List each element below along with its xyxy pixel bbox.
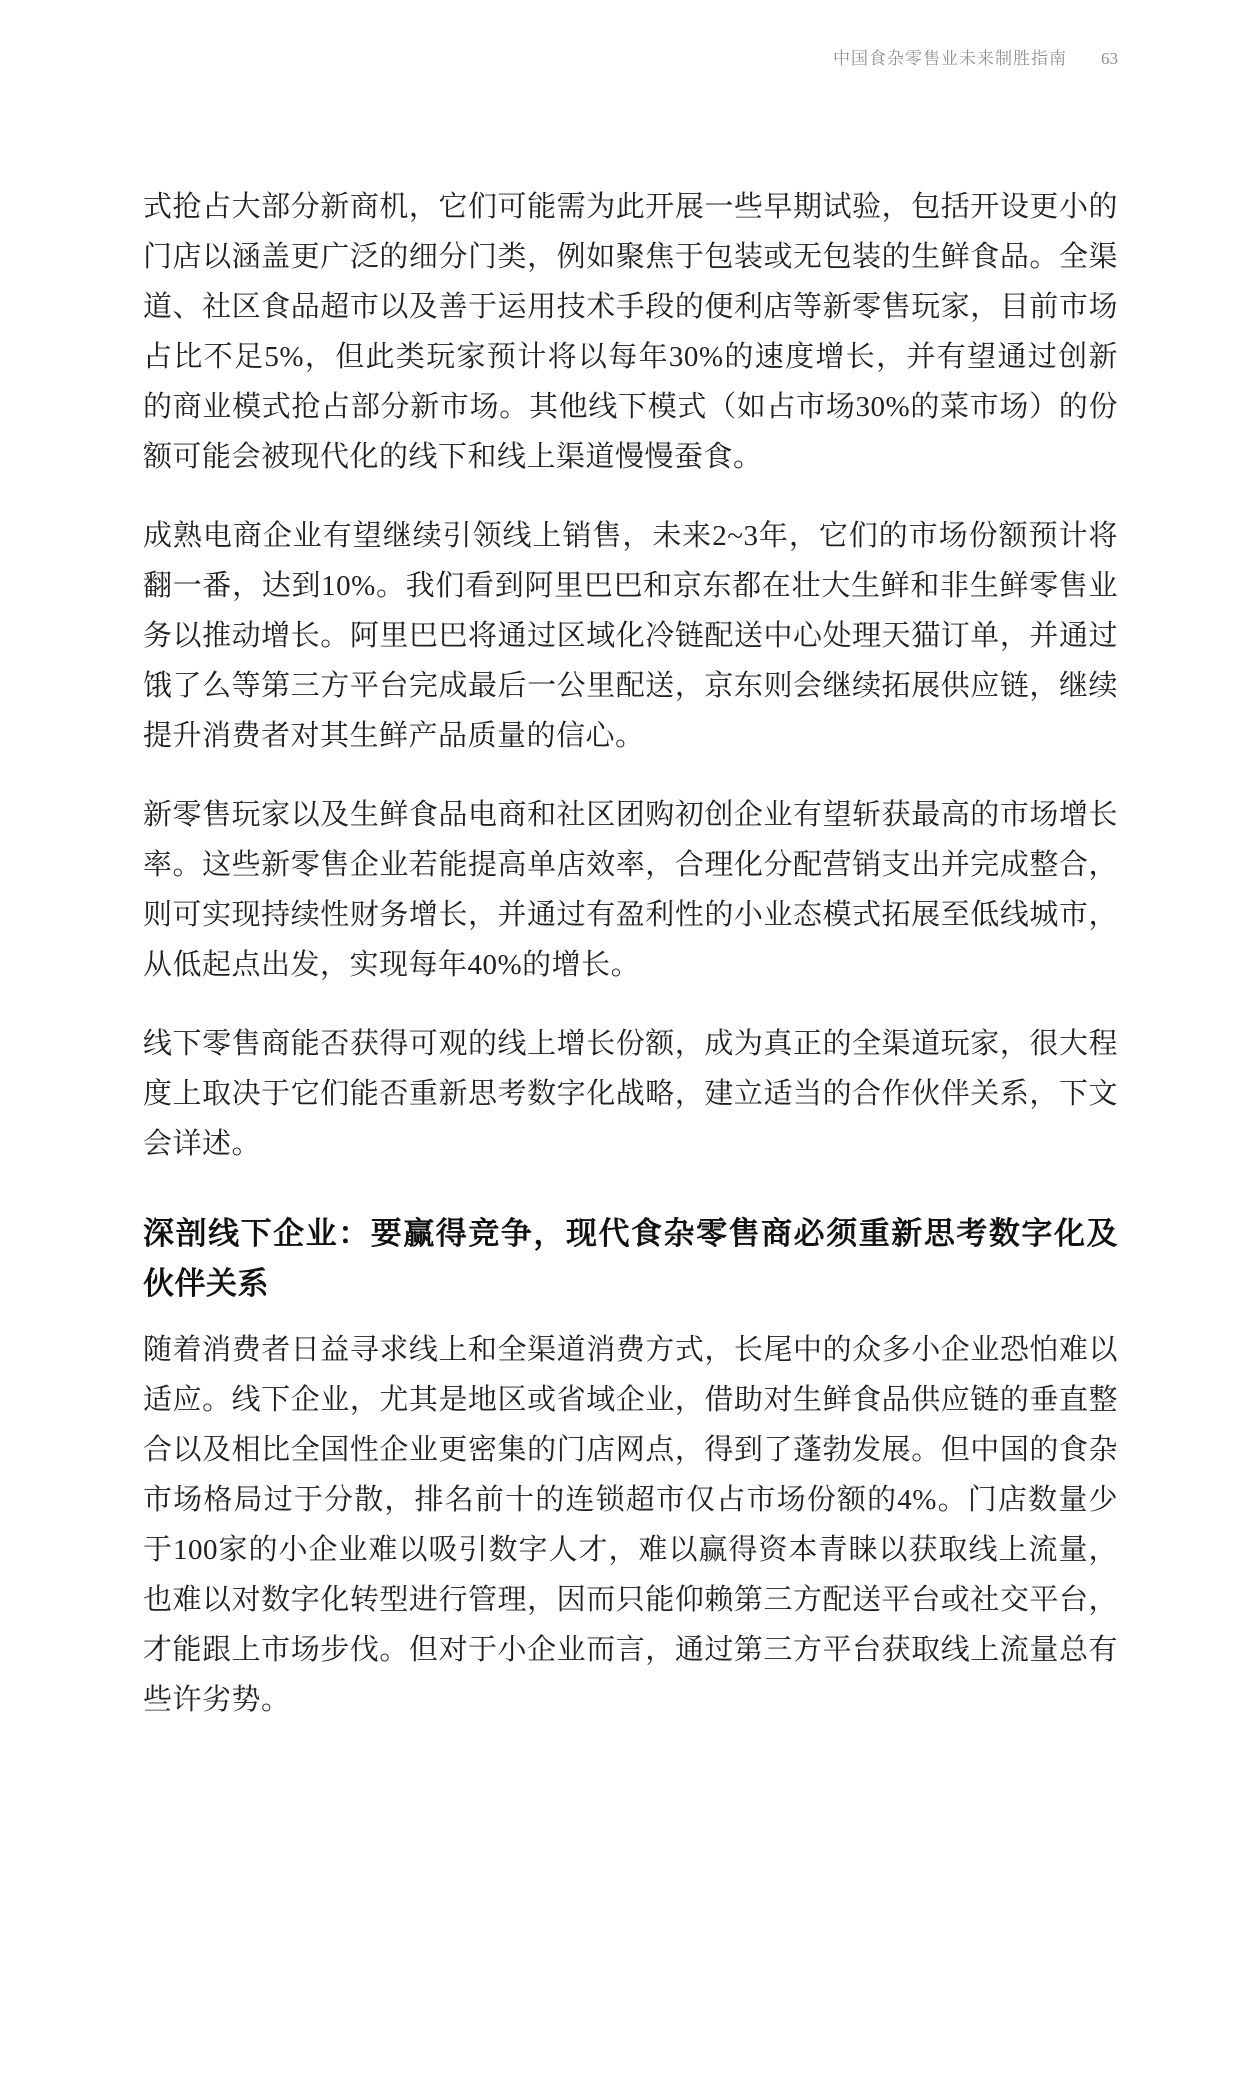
article-body <box>143 182 1118 1754</box>
paragraph-2: 成熟电商企业有望继续引领线上销售，未来2~3年，它们的市场份额预计将翻一番，达到10%。我们看到阿里巴巴和京东都在壮大生鲜和非生鲜零售业务以推动增长。阿里巴巴将通过区域化冷链配送中心处理天猫订单，并通过饿了么等第三方平台完成最后一公里配送，京东则会继续拓展供应链，继续提升消费者对其生鲜产品质量的信心。 <box>143 520 1118 752</box>
paragraph-1: 式抢占大部分新商机，它们可能需为此开展一些早期试验，包括开设更小的门店以涵盖更广泛的细分门类，例如聚焦于包装或无包装的生鲜食品。全渠道、社区食品超市以及善于运用技术手段的便利店等新零售玩家，目前市场占比不足5%，但此类玩家预计将以每年30%的速度增长，并有望通过创新的商业模式抢占部分新市场。其他线下模式（如占市场30%的菜市场）的份额可能会被现代化的线下和线上渠道慢慢蚕食。 <box>143 191 1118 473</box>
paragraph-4: 线下零售商能否获得可观的线上增长份额，成为真正的全渠道玩家，很大程度上取决于它们能否重新思考数字化战略，建立适当的合作伙伴关系，下文会详述。 <box>143 1028 1118 1160</box>
page-number: 63 <box>1101 49 1118 68</box>
section-heading: 深剖线下企业：要赢得竞争，现代食杂零售商必须重新思考数字化及伙伴关系 <box>143 1216 1118 1301</box>
paragraph-5: 随着消费者日益寻求线上和全渠道消费方式，长尾中的众多小企业恐怕难以适应。线下企业，尤其是地区或省域企业，借助对生鲜食品供应链的垂直整合以及相比全国性企业更密集的门店网点，得到了蓬勃发展。但中国的食杂市场格局过于分散，排名前十的连锁超市仅占市场份额的4%。门店数量少于100家的小企业难以吸引数字人才，难以赢得资本青睐以获取线上流量，也难以对数字化转型进行管理，因而只能仰赖第三方配送平台或社交平台，才能跟上市场步伐。但对于小企业而言，通过第三方平台获取线上流量总有些许劣势。 <box>143 1334 1118 1716</box>
paragraph-3: 新零售玩家以及生鲜食品电商和社区团购初创企业有望斩获最高的市场增长率。这些新零售企业若能提高单店效率，合理化分配营销支出并完成整合，则可实现持续性财务增长，并通过有盈利性的小业态模式拓展至低线城市，从低起点出发，实现每年40%的增长。 <box>143 799 1118 981</box>
running-title: 中国食杂零售业未来制胜指南 <box>833 49 1067 68</box>
page-header <box>143 44 1118 69</box>
